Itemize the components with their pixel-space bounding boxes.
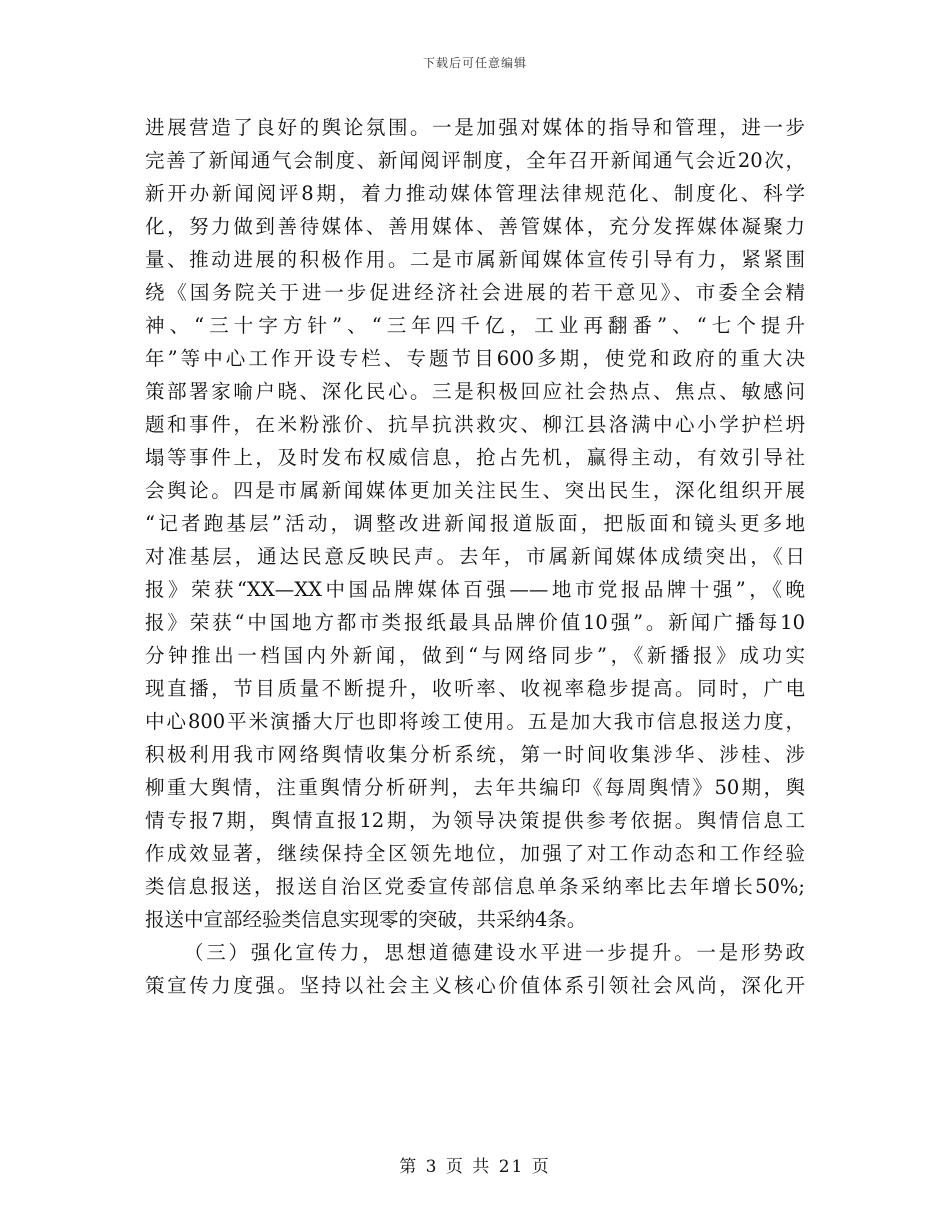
text-line: 完善了新闻通气会制度、新闻阅评制度，全年召开新闻通气会近20次， xyxy=(145,149,805,172)
page-header: 下载后可任意编辑 xyxy=(422,56,527,70)
paragraph xyxy=(145,111,805,936)
text-line: 量、推动进展的积极作用。二是市属新闻媒体宣传引导有力，紧紧围 xyxy=(145,248,805,271)
text-line: 进展营造了良好的舆论氛围。一是加强对媒体的指导和管理，进一步 xyxy=(145,116,805,139)
text-line: 积极利用我市网络舆情收集分析系统，第一时间收集涉华、涉桂、涉 xyxy=(145,743,805,766)
text-line: 新开办新闻阅评8期，着力推动媒体管理法律规范化、制度化、科学 xyxy=(145,182,805,205)
text-line: 对准基层，通达民意反映民声。去年，市属新闻媒体成绩突出，《日 xyxy=(145,545,805,568)
text-line: 年”等中心工作开设专栏、专题节目600多期，使党和政府的重大决 xyxy=(145,347,805,370)
text-line: 绕《国务院关于进一步促进经济社会进展的若干意见》、市委全会精 xyxy=(145,281,805,304)
text-line: 柳重大舆情，注重舆情分析研判，去年共编印《每周舆情》50期，舆 xyxy=(145,776,805,799)
paragraph xyxy=(145,936,805,1002)
text-line: 报》荣获“中国地方都市类报纸最具品牌价值10强”。新闻广播每10 xyxy=(145,611,805,634)
text-line: 神、“三十字方针”、“三年四千亿，工业再翻番”、“七个提升 xyxy=(145,314,805,337)
text-line: 题和事件，在米粉涨价、抗旱抗洪救灾、柳江县洛满中心小学护栏坍 xyxy=(145,413,805,436)
page-number: 第 3 页 共 21 页 xyxy=(399,1157,551,1177)
text-line: 策宣传力度强。坚持以社会主义核心价值体系引领社会风尚，深化开 xyxy=(145,974,805,997)
text-line: 作成效显著，继续保持全区领先地位，加强了对工作动态和工作经验 xyxy=(145,842,805,865)
document-body xyxy=(145,111,805,1002)
text-line: 情专报7期，舆情直报12期，为领导决策提供参考依据。舆情信息工 xyxy=(145,809,805,832)
text-line: 策部署家喻户晓、深化民心。三是积极回应社会热点、焦点、敏感问 xyxy=(145,380,805,403)
text-line: “记者跑基层”活动，调整改进新闻报道版面，把版面和镜头更多地 xyxy=(145,512,805,535)
text-line: 报》荣获“XX—XX中国品牌媒体百强——地市党报品牌十强”，《晚 xyxy=(145,578,805,601)
text-line: 中心800平米演播大厅也即将竣工使用。五是加大我市信息报送力度， xyxy=(145,710,805,733)
text-line: 会舆论。四是市属新闻媒体更加关注民生、突出民生，深化组织开展 xyxy=(145,479,805,502)
text-line: 塌等事件上，及时发布权威信息，抢占先机，赢得主动，有效引导社 xyxy=(145,446,805,469)
text-line: 分钟推出一档国内外新闻，做到“与网络同步”，《新播报》成功实 xyxy=(145,644,805,667)
text-line: 类信息报送，报送自治区党委宣传部信息单条采纳率比去年增长50%; xyxy=(145,875,805,898)
text-line: 化，努力做到善待媒体、善用媒体、善管媒体，充分发挥媒体凝聚力 xyxy=(145,215,805,238)
text-line: 报送中宣部经验类信息实现零的突破，共采纳4条。 xyxy=(145,908,587,931)
text-line: （三）强化宣传力，思想道德建设水平进一步提升。一是形势政 xyxy=(184,941,805,964)
text-line: 现直播，节目质量不断提升，收听率、收视率稳步提高。同时，广电 xyxy=(145,677,805,700)
